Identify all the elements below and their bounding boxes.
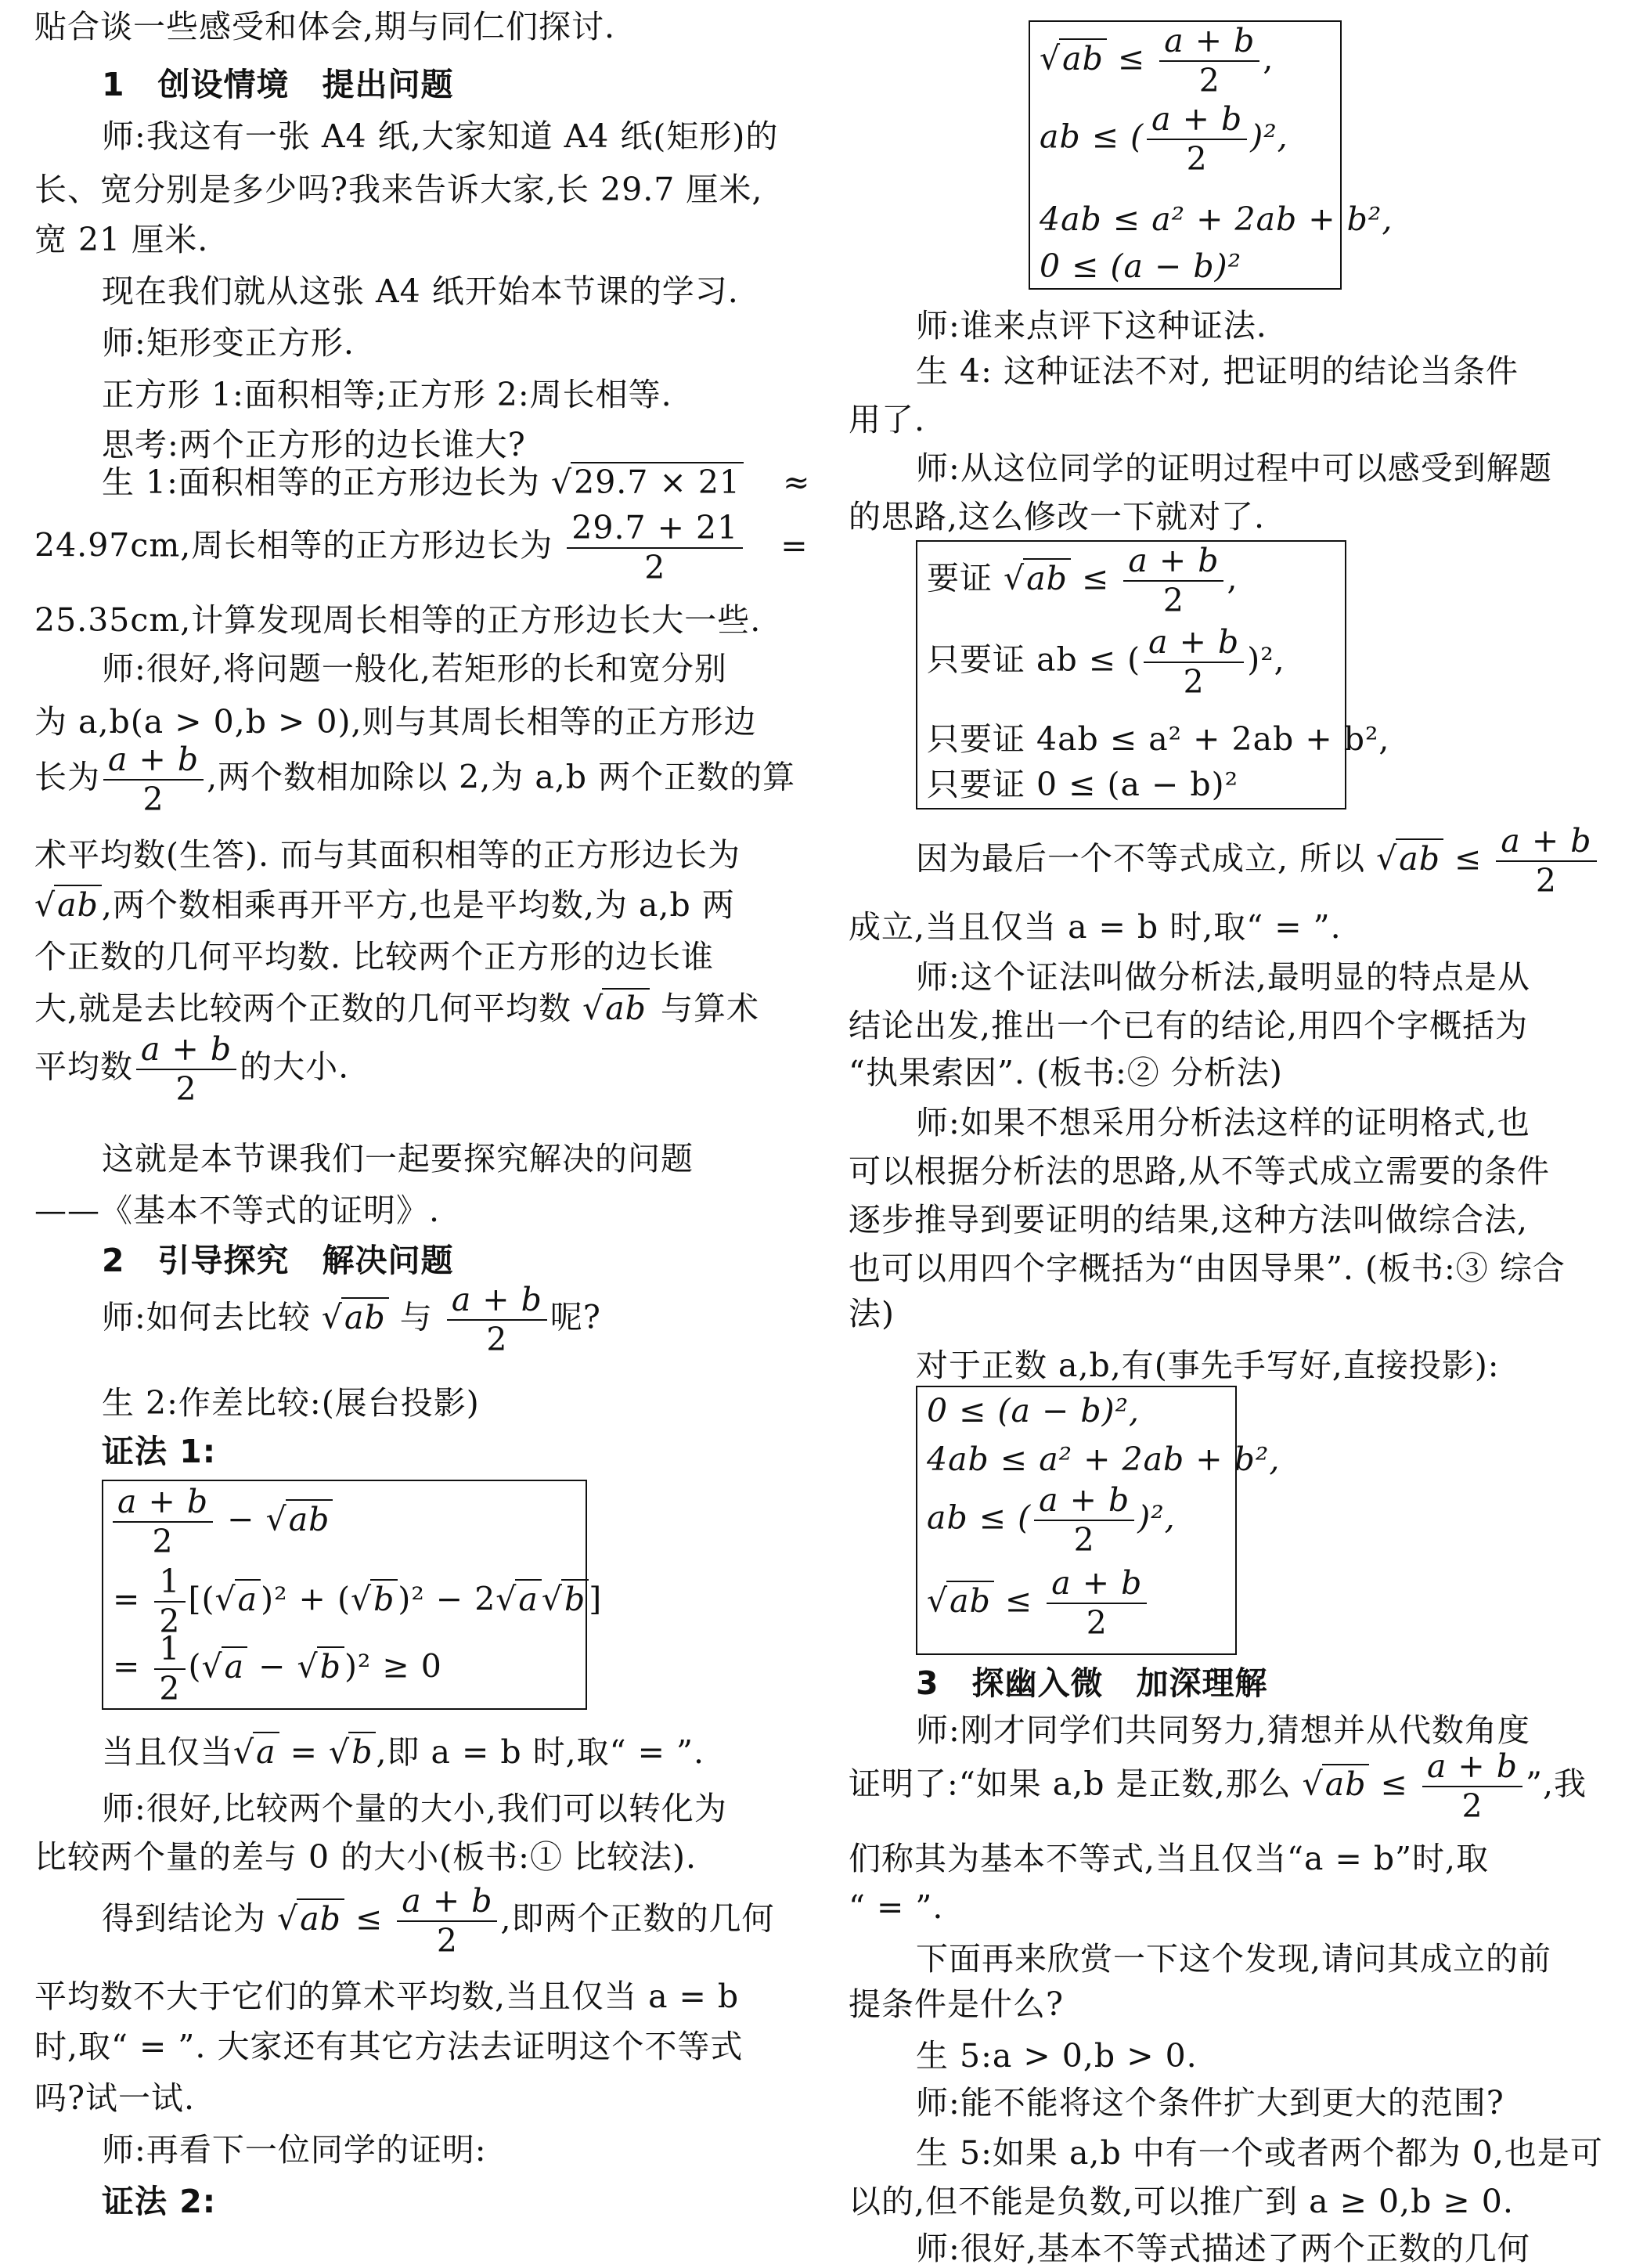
analysis-method-box <box>916 540 1390 809</box>
text-line: 可以根据分析法的思路,从不等式成立需要的条件 <box>849 1152 1551 1190</box>
text-line: 师:从这位同学的证明过程中可以感受到解题 <box>916 449 1552 487</box>
formula-line: 要证 √ab ≤ $\frac{a + b}{2}$ , <box>927 542 1238 619</box>
text-line: 师:谁来点评下这种证法. <box>916 307 1267 344</box>
text-line: 生 4: 这种证法不对, 把证明的结论当条件 <box>916 352 1519 390</box>
text-line: 生 5:如果 a,b 中有一个或者两个都为 0,也是可 <box>916 2134 1603 2172</box>
text-line: 逐步推导到要证明的结果,这种方法叫做综合法, <box>849 1201 1529 1239</box>
text-line: 师:能不能将这个条件扩大到更大的范围? <box>916 2084 1504 2122</box>
text-line: 当且仅当√a = √b,即 a = b 时,取“ = ”. <box>102 1733 705 1771</box>
proof-1-label: 证法 1: <box>102 1433 217 1470</box>
text-line: 时,取“ = ”. 大家还有其它方法去证明这个不等式 <box>34 2028 744 2065</box>
formula-line: 只要证 ab ≤ ( $\frac{a + b}{2}$ )², <box>927 623 1285 701</box>
text-line: 术平均数(生答). 而与其面积相等的正方形边长为 <box>34 836 741 874</box>
synthesis-method-box <box>916 1386 1281 1655</box>
text-line: 师:我这有一张 A4 纸,大家知道 A4 纸(矩形)的 <box>102 117 779 155</box>
text-line: 比较两个量的差与 0 的大小(板书:① 比较法). <box>34 1838 697 1876</box>
text-line: 师:矩形变正方形. <box>102 324 355 362</box>
formula-line: √ab ≤ $\frac{a + b}{2}$ , <box>1040 22 1274 99</box>
text-line: 们称其为基本不等式,当且仅当“a = b”时,取 <box>849 1840 1490 1877</box>
text-line: 用了. <box>849 401 926 438</box>
formula-line: = $\frac{1}{2}$ [(√a)² + (√b)² − 2√a√b] <box>113 1563 603 1640</box>
section-heading-3: 3 探幽入微 加深理解 <box>916 1664 1268 1702</box>
text-line: ——《基本不等式的证明》. <box>34 1192 441 1229</box>
text-line: 师:很好,将问题一般化,若矩形的长和宽分别 <box>102 650 727 687</box>
text-line: 成立,当且仅当 a = b 时,取“ = ”. <box>849 908 1342 946</box>
text-line: 生 2:作差比较:(展台投影) <box>102 1384 480 1422</box>
formula-line: √ab ≤ $\frac{a + b}{2}$ <box>927 1567 1150 1639</box>
proof-2-label: 证法 2: <box>102 2183 217 2220</box>
formula-line: 只要证 4ab ≤ a² + 2ab + b², <box>927 720 1390 758</box>
text-line: 下面再来欣赏一下这个发现,请问其成立的前 <box>916 1940 1552 1978</box>
text-line: 以的,但不能是负数,可以推广到 a ≥ 0,b ≥ 0. <box>849 2183 1514 2220</box>
text-line: 师:再看下一位同学的证明: <box>102 2131 487 2169</box>
formula-line: 只要证 0 ≤ (a − b)² <box>927 766 1239 803</box>
text-line: 也可以用四个字概括为“由因导果”. (板书:③ 综合 <box>849 1249 1566 1287</box>
text-line: 对于正数 a,b,有(事先手写好,直接投影): <box>916 1347 1500 1384</box>
text-line: 现在我们就从这张 A4 纸开始本节课的学习. <box>102 272 739 310</box>
text-line: 生 1:面积相等的正方形边长为 √29.7 × 21 ≈ <box>102 463 811 501</box>
proof-1-box <box>102 1480 603 1710</box>
text-line: 思考:两个正方形的边长谁大? <box>102 426 526 463</box>
text-line: 师:如何去比较 √ab 与 $\frac{a + b}{2}$ 呢? <box>102 1281 601 1358</box>
text-line: “ = ”. <box>849 1888 944 1926</box>
text-line: 因为最后一个不等式成立, 所以 √ab ≤ $\frac{a + b}{2}$ <box>916 825 1600 897</box>
text-line: 得到结论为 √ab ≤ $\frac{a + b}{2}$ ,即两个正数的几何 <box>102 1882 775 1960</box>
text-line: 这就是本节课我们一起要探究解决的问题 <box>102 1140 694 1177</box>
text-line: 长、宽分别是多少吗?我来告诉大家,长 29.7 厘米, <box>34 171 763 208</box>
text-line: 师:如果不想采用分析法这样的证明格式,也 <box>916 1104 1530 1141</box>
text-line: 提条件是什么? <box>849 1985 1064 2023</box>
formula-line: 4ab ≤ a² + 2ab + b², <box>927 1440 1281 1478</box>
text-line: 大,就是去比较两个正数的几何平均数 √ab 与算术 <box>34 990 759 1027</box>
formula-line: 0 ≤ (a − b)², <box>927 1392 1141 1430</box>
text-line: 的思路,这么修改一下就对了. <box>849 498 1266 535</box>
text-line: “执果索因”. (板书:② 分析法) <box>849 1054 1283 1091</box>
proof-2-box <box>1029 20 1393 290</box>
text-line: 宽 21 厘米. <box>34 221 209 258</box>
formula-line: $\frac{a + b}{2}$ − √ab <box>113 1486 333 1558</box>
formula-line: ab ≤ ( $\frac{a + b}{2}$ )², <box>927 1481 1176 1559</box>
text-line: 24.97cm,周长相等的正方形边长为 $\frac{29.7 + 21}{2}$ = <box>34 509 809 586</box>
text-line: 为 a,b(a > 0,b > 0),则与其周长相等的正方形边 <box>34 703 757 741</box>
text-line: 正方形 1:面积相等;正方形 2:周长相等. <box>102 376 672 413</box>
text-line: 吗?试一试. <box>34 2079 196 2117</box>
text-line: 师:很好,比较两个量的大小,我们可以转化为 <box>102 1790 727 1827</box>
section-heading-1: 1 创设情境 提出问题 <box>102 66 454 103</box>
text-line: 平均数不大于它们的算术平均数,当且仅当 a = b <box>34 1978 740 2015</box>
text-line: 师:刚才同学们共同努力,猜想并从代数角度 <box>916 1711 1530 1749</box>
text-line: √ab,两个数相乘再开平方,也是平均数,为 a,b 两 <box>34 886 735 924</box>
text-line: 结论出发,推出一个已有的结论,用四个字概括为 <box>849 1007 1529 1044</box>
formula-line: ab ≤ ( $\frac{a + b}{2}$ )², <box>1040 100 1288 178</box>
text-line: 法) <box>849 1295 895 1332</box>
text-line: 平均数 $\frac{a + b}{2}$ 的大小. <box>34 1030 350 1108</box>
text-line: 25.35cm,计算发现周长相等的正方形边长大一些. <box>34 601 762 639</box>
text-line: 师:这个证法叫做分析法,最明显的特点是从 <box>916 958 1530 996</box>
text-line: 长为 $\frac{a + b}{2}$ ,两个数相加除以 2,为 a,b 两个正数的算 <box>34 741 796 818</box>
formula-line: 0 ≤ (a − b)² <box>1040 247 1242 285</box>
section-heading-2: 2 引导探究 解决问题 <box>102 1242 454 1279</box>
text-line: 证明了:“如果 a,b 是正数,那么 √ab ≤ $\frac{a + b}{2}$ ”,我 <box>849 1747 1587 1825</box>
text-line: 生 5:a > 0,b > 0. <box>916 2037 1198 2075</box>
text-line: 师:很好,基本不等式描述了两个正数的几何 <box>916 2230 1530 2267</box>
text-line: 个正数的几何平均数. 比较两个正方形的边长谁 <box>34 938 715 975</box>
formula-line: 4ab ≤ a² + 2ab + b², <box>1040 200 1393 238</box>
formula-line: = $\frac{1}{2}$ (√a − √b)² ≥ 0 <box>113 1630 442 1707</box>
text-line: 贴合谈一些感受和体会,期与同仁们探讨. <box>34 8 616 45</box>
